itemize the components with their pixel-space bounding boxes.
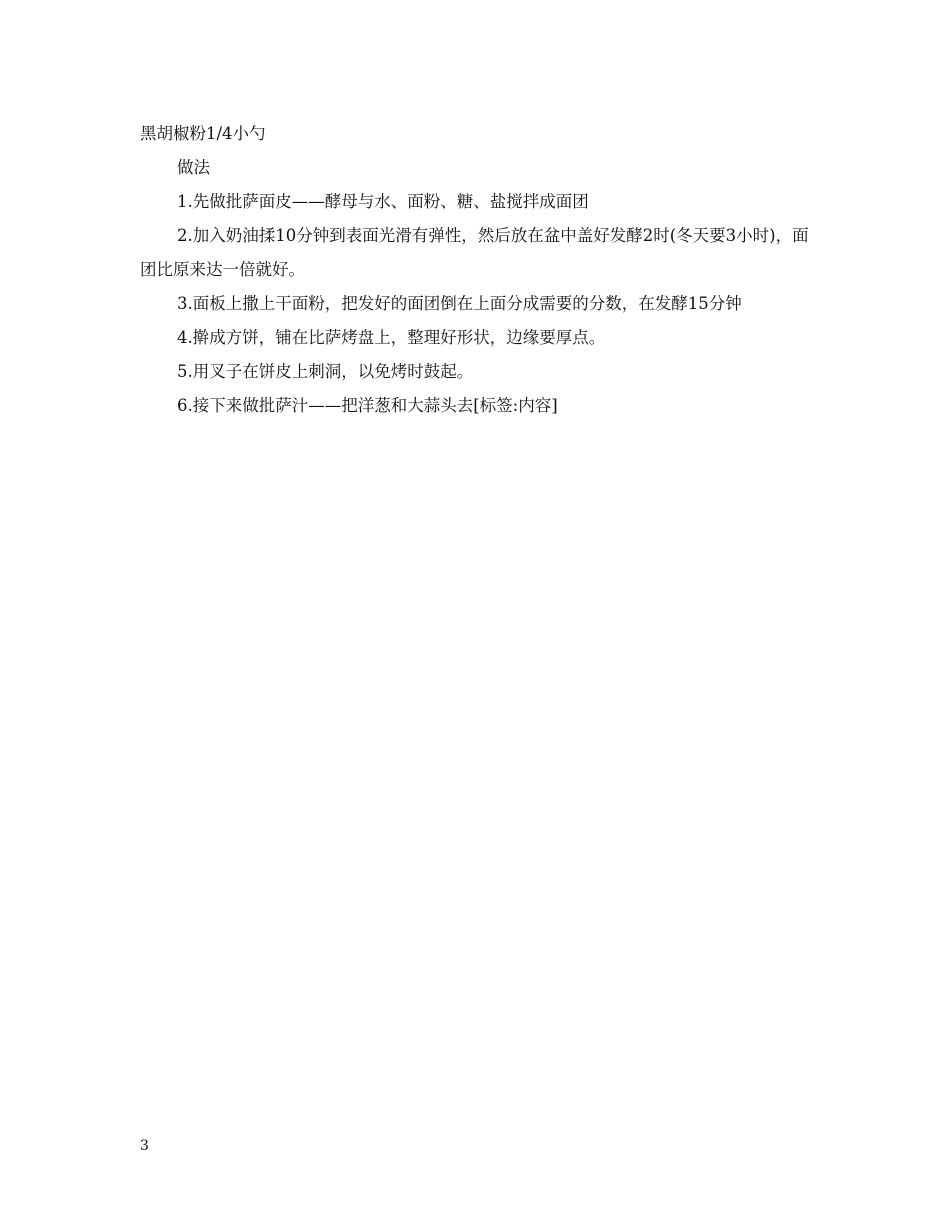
step-3: 3.面板上撒上干面粉，把发好的面团倒在上面分成需要的分数，在发酵15分钟 (177, 294, 742, 313)
step-2: 2.加入奶油揉10分钟到表面光滑有弹性，然后放在盆中盖好发酵2时(冬天要3小时)，面团比原来达一倍就好。 (140, 226, 809, 279)
page-number: 3 (140, 1138, 149, 1154)
ingredient-line: 黑胡椒粉1/4小勺 (140, 124, 266, 143)
step-5: 5.用叉子在饼皮上刺洞，以免烤时鼓起。 (177, 362, 474, 381)
document-body (140, 117, 812, 423)
step-6: 6.接下来做批萨汁——把洋葱和大蒜头去[标签:内容] (177, 396, 558, 415)
step-1: 1.先做批萨面皮——酵母与水、面粉、糖、盐搅拌成面团 (177, 192, 589, 211)
step-4: 4.擀成方饼，铺在比萨烤盘上，整理好形状，边缘要厚点。 (177, 328, 606, 347)
method-heading: 做法 (177, 158, 210, 177)
